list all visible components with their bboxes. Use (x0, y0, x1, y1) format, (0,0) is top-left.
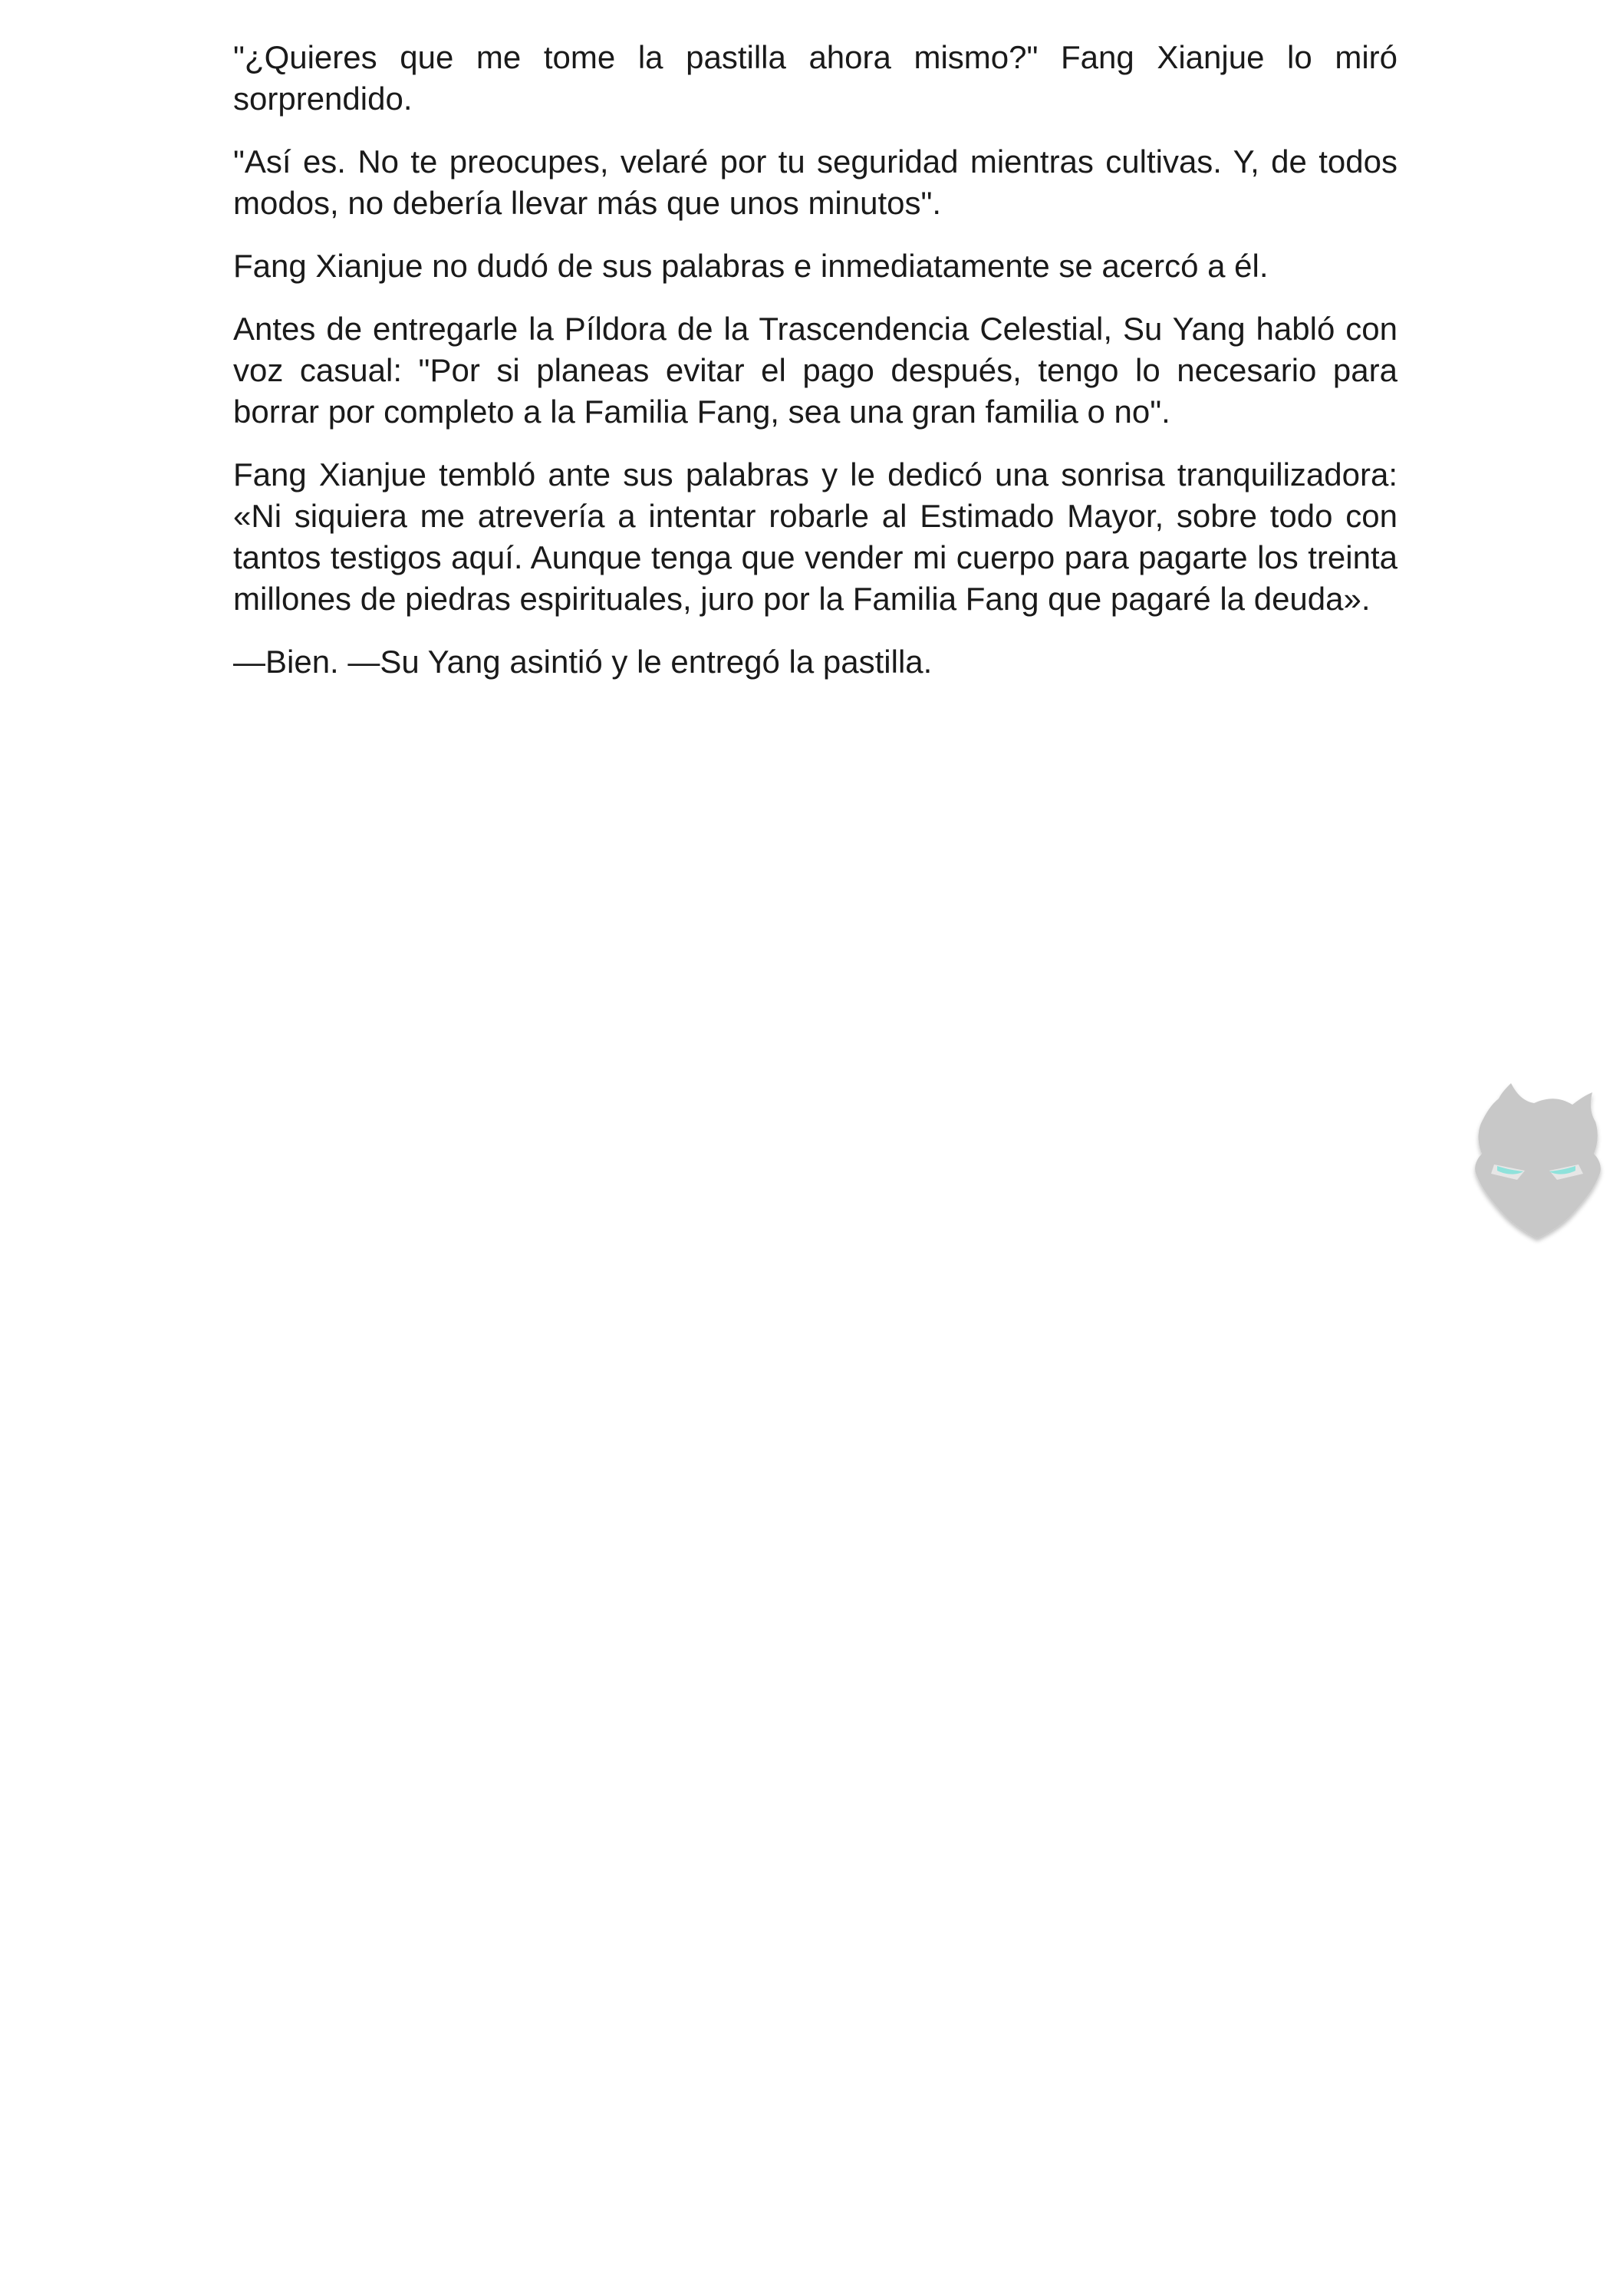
paragraph-5: Fang Xianjue tembló ante sus palabras y le dedicó una sonrisa tranquilizadora: «Ni siquiera me atrevería a intentar robarle al Estimado Mayor, sobre todo con tantos testigos aquí. Aunque tenga que vender mi cuerpo para pagarte los treinta millones de piedras espirituales, juro por la Familia Fang que pagaré la deuda». (233, 456, 1397, 617)
document-body (233, 37, 1397, 704)
paragraph-1: "¿Quieres que me tome la pastilla ahora mismo?" Fang Xianjue lo miró sorprendido. (233, 39, 1397, 117)
paragraph-2: "Así es. No te preocupes, velaré por tu seguridad mientras cultivas. Y, de todos modos, no debería llevar más que unos minutos". (233, 143, 1397, 221)
paragraph-3: Fang Xianjue no dudó de sus palabras e inmediatamente se acercó a él. (233, 248, 1269, 284)
demon-head-icon (1463, 1074, 1609, 1247)
paragraph-6: —Bien. —Su Yang asintió y le entregó la pastilla. (233, 644, 933, 680)
paragraph-4: Antes de entregarle la Píldora de la Trascendencia Celestial, Su Yang habló con voz casual: "Por si planeas evitar el pago después, tengo lo necesario para borrar por completo a la Familia Fang, sea una gran familia o no". (233, 311, 1397, 430)
